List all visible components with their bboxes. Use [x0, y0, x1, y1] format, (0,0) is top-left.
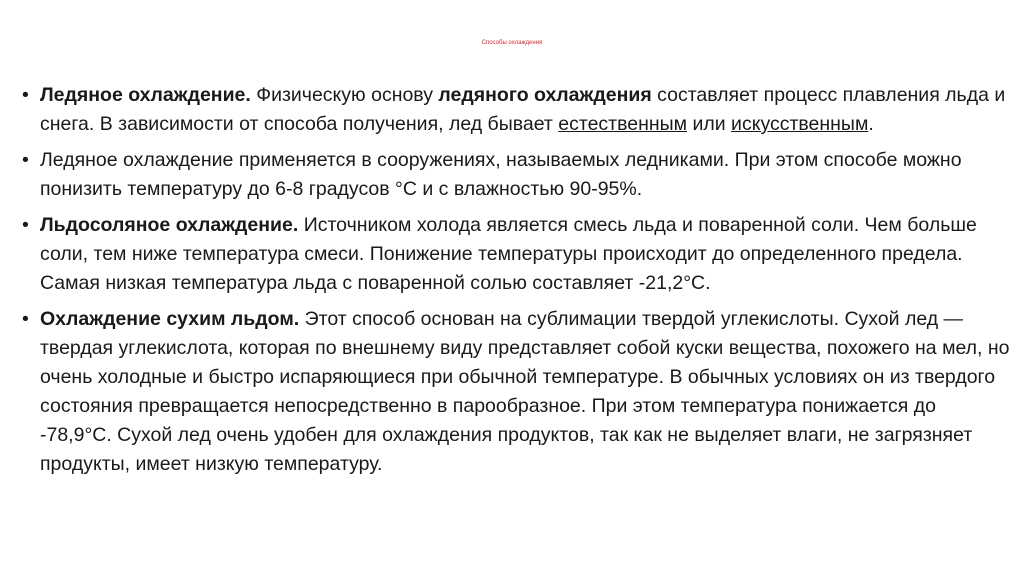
- bullet-text: составляет процесс плавления льда и снега. В зависимости от способа получения, лед бывает: [40, 84, 1006, 135]
- bullet-ice-salt-cooling: [22, 211, 1012, 298]
- bullet-heading: Ледяное охлаждение.: [40, 84, 251, 106]
- bullet-text: Этот способ основан на сублимации твердой углекислоты. Сухой лед — твердая углекислота, которая по внешнему виду представляет собой куски вещества, похожего на мел, но очень холодные и быстро испаряющиеся при обычной температуре. В обычных условиях он из твердого состояния превращается непосредственно в парообразное. При этом температура понижается до -78,9°С. Сухой лед очень удобен для охлаждения продуктов, так как не выделяет влаги, не загрязняет продукты, имеет низкую температуру.: [40, 308, 1010, 475]
- bullet-dry-ice-cooling: [22, 305, 1012, 479]
- bullet-heading: Охлаждение сухим льдом.: [40, 308, 300, 330]
- bullet-emphasis: ледяного охлаждения: [438, 84, 652, 106]
- bullet-heading: Льдосоляное охлаждение.: [40, 214, 299, 236]
- bullet-ice-cooling: [22, 81, 1012, 139]
- term-natural: естественным: [558, 113, 688, 135]
- bullet-glaciers: [22, 146, 1012, 204]
- slide-title: Способы охлаждения: [481, 40, 543, 46]
- bullet-text: Физическую основу: [250, 84, 439, 106]
- bullet-text: Ледяное охлаждение применяется в сооружениях, называемых ледниками. При этом способе можно понизить температуру до 6-8 градусов °С и с влажностью 90-95%.: [40, 149, 962, 200]
- bullet-text: .: [868, 113, 874, 135]
- term-artificial: искусственным: [731, 113, 869, 135]
- bullet-text: Источником холода является смесь льда и поваренной соли. Чем больше соли, тем ниже температура смеси. Понижение температуры происходит до определенного предела. Самая низкая температура льда с поваренной солью составляет -21,2°С.: [40, 214, 977, 294]
- slide-content: [22, 81, 1012, 486]
- bullet-text: или: [687, 113, 732, 135]
